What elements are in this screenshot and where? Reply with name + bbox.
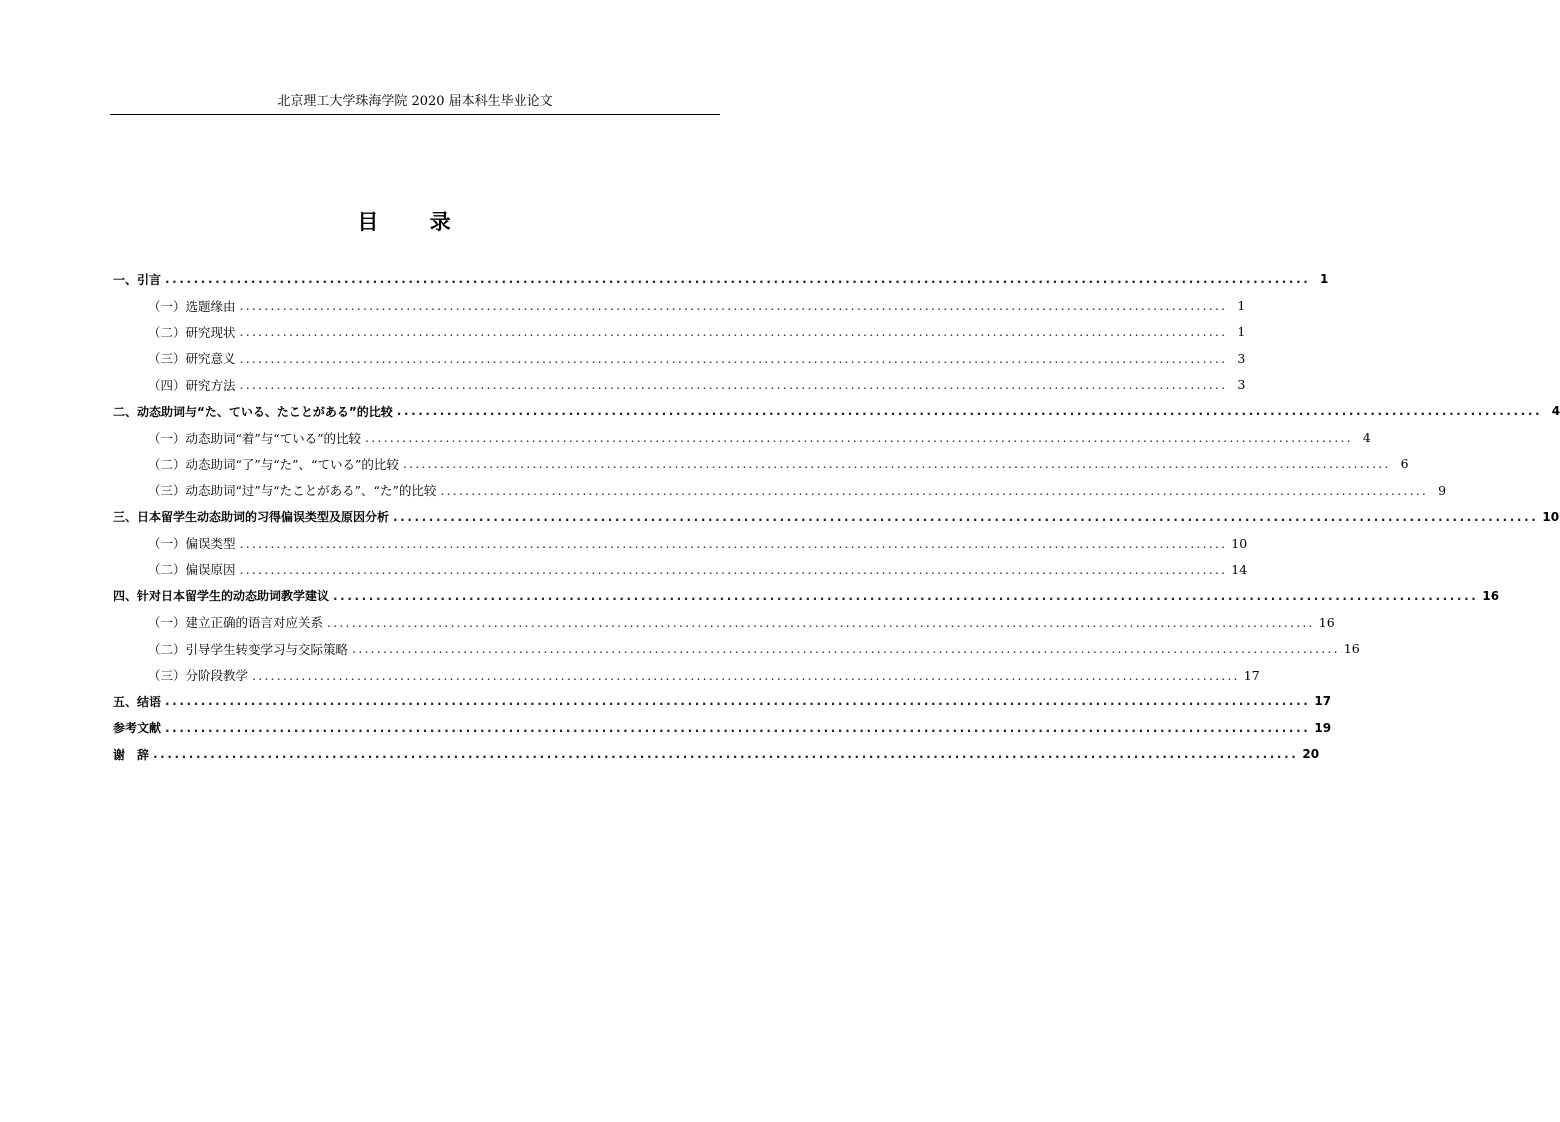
toc-entry[interactable] xyxy=(113,451,1409,477)
toc-entry-label: 三、日本留学生动态助词的习得偏误类型及原因分析 xyxy=(113,510,390,525)
dot-leader: ................................................................................................................................................................ xyxy=(393,509,1539,524)
toc-entry-page: 17 xyxy=(1243,667,1260,683)
toc-entry-page: 4 xyxy=(1551,404,1560,419)
dot-leader: ................................................................................................................................................................ xyxy=(165,720,1311,735)
toc-entry-label: （二）引导学生转变学习与交际策略 xyxy=(148,641,349,657)
toc-entry[interactable] xyxy=(113,477,1447,503)
toc-entry-page: 20 xyxy=(1302,747,1320,762)
toc-entry-label: （四）研究方法 xyxy=(148,377,236,393)
toc-entry-label: （一）偏误类型 xyxy=(148,536,236,552)
toc-entry-page: 1 xyxy=(1320,272,1329,287)
toc-entry[interactable] xyxy=(113,266,1329,292)
dot-leader: ................................................................................................................................................................ xyxy=(252,667,1240,683)
toc-entry[interactable] xyxy=(113,530,1248,556)
toc-entry[interactable] xyxy=(113,424,1371,450)
toc-entry-page: 16 xyxy=(1482,588,1500,603)
toc-entry-label: （一）动态助词“着”与“ている”的比较 xyxy=(148,430,362,446)
dot-leader: ................................................................................................................................................................ xyxy=(239,324,1228,340)
toc-entry-label: 一、引言 xyxy=(113,272,162,287)
toc-entry[interactable] xyxy=(113,583,1500,609)
dot-leader: ................................................................................................................................................................ xyxy=(165,694,1311,709)
toc-entry-label: （三）分阶段教学 xyxy=(148,668,249,684)
dot-leader: ................................................................................................................................................................ xyxy=(239,350,1228,366)
toc-entry[interactable] xyxy=(113,292,1246,318)
toc-entry-page: 17 xyxy=(1314,694,1332,709)
toc-entry[interactable] xyxy=(113,319,1246,345)
dot-leader: ................................................................................................................................................................ xyxy=(333,588,1479,603)
toc-entry-label: （二）偏误原因 xyxy=(148,562,236,578)
toc-entry[interactable] xyxy=(113,662,1260,688)
toc-entry-label: 参考文献 xyxy=(113,721,162,736)
toc-entry-label: （二）动态助词“了”与“た”、“ている”的比较 xyxy=(148,456,399,472)
toc-entry-page: 3 xyxy=(1237,377,1246,393)
toc-title: 目 录 xyxy=(357,210,473,234)
toc-entry[interactable] xyxy=(113,609,1335,635)
dot-leader: ................................................................................................................................................................ xyxy=(239,298,1228,314)
toc-entry[interactable] xyxy=(113,635,1360,661)
toc-entry-page: 19 xyxy=(1314,720,1332,735)
toc-entry-label: （二）研究现状 xyxy=(148,324,236,340)
toc-entry-page: 1 xyxy=(1237,324,1246,340)
toc-entry[interactable] xyxy=(113,504,1560,530)
table-of-contents xyxy=(113,266,1560,767)
toc-entry-page: 10 xyxy=(1542,509,1560,524)
header-rule xyxy=(110,114,720,115)
dot-leader: ................................................................................................................................................................ xyxy=(239,535,1228,551)
dot-leader: ................................................................................................................................................................ xyxy=(239,561,1228,577)
toc-entry[interactable] xyxy=(113,688,1332,714)
toc-entry[interactable] xyxy=(113,345,1246,371)
toc-entry-label: （三）动态助词“过”与“たことがある”、“た”的比较 xyxy=(148,483,437,499)
toc-entry-page: 16 xyxy=(1318,614,1335,630)
toc-entry-label: 二、动态助词与“た、ている、たことがある”的比较 xyxy=(113,404,393,419)
toc-entry[interactable] xyxy=(113,556,1248,582)
dot-leader: ................................................................................................................................................................ xyxy=(327,614,1315,630)
toc-entry-page: 10 xyxy=(1231,535,1248,551)
toc-entry-label: （三）研究意义 xyxy=(148,351,236,367)
dot-leader: ................................................................................................................................................................ xyxy=(153,747,1299,762)
page-header: 北京理工大学珠海学院 2020 届本科生毕业论文 xyxy=(277,94,553,109)
toc-entry-label: （一）建立正确的语言对应关系 xyxy=(148,615,324,631)
dot-leader: ................................................................................................................................................................ xyxy=(440,482,1429,498)
dot-leader: ................................................................................................................................................................ xyxy=(165,272,1311,287)
toc-entry-label: （一）选题缘由 xyxy=(148,298,236,314)
toc-entry-page: 16 xyxy=(1343,641,1360,657)
toc-entry-page: 3 xyxy=(1237,350,1246,366)
dot-leader: ................................................................................................................................................................ xyxy=(365,430,1353,446)
toc-entry[interactable] xyxy=(113,715,1332,741)
toc-entry[interactable] xyxy=(113,398,1560,424)
dot-leader: ................................................................................................................................................................ xyxy=(396,404,1543,419)
toc-entry-label: 四、针对日本留学生的动态助词教学建议 xyxy=(113,589,330,604)
toc-entry-page: 14 xyxy=(1231,561,1248,577)
dot-leader: ................................................................................................................................................................ xyxy=(239,377,1228,393)
toc-entry-page: 4 xyxy=(1362,430,1371,446)
toc-entry-page: 6 xyxy=(1400,456,1409,472)
dot-leader: ................................................................................................................................................................ xyxy=(352,641,1340,657)
toc-entry[interactable] xyxy=(113,372,1246,398)
toc-entry-page: 1 xyxy=(1237,298,1246,314)
toc-entry-label: 谢 辞 xyxy=(113,747,150,762)
toc-entry-page: 9 xyxy=(1438,482,1447,498)
toc-entry-label: 五、结语 xyxy=(113,694,162,709)
dot-leader: ................................................................................................................................................................ xyxy=(402,456,1391,472)
toc-entry[interactable] xyxy=(113,741,1320,767)
